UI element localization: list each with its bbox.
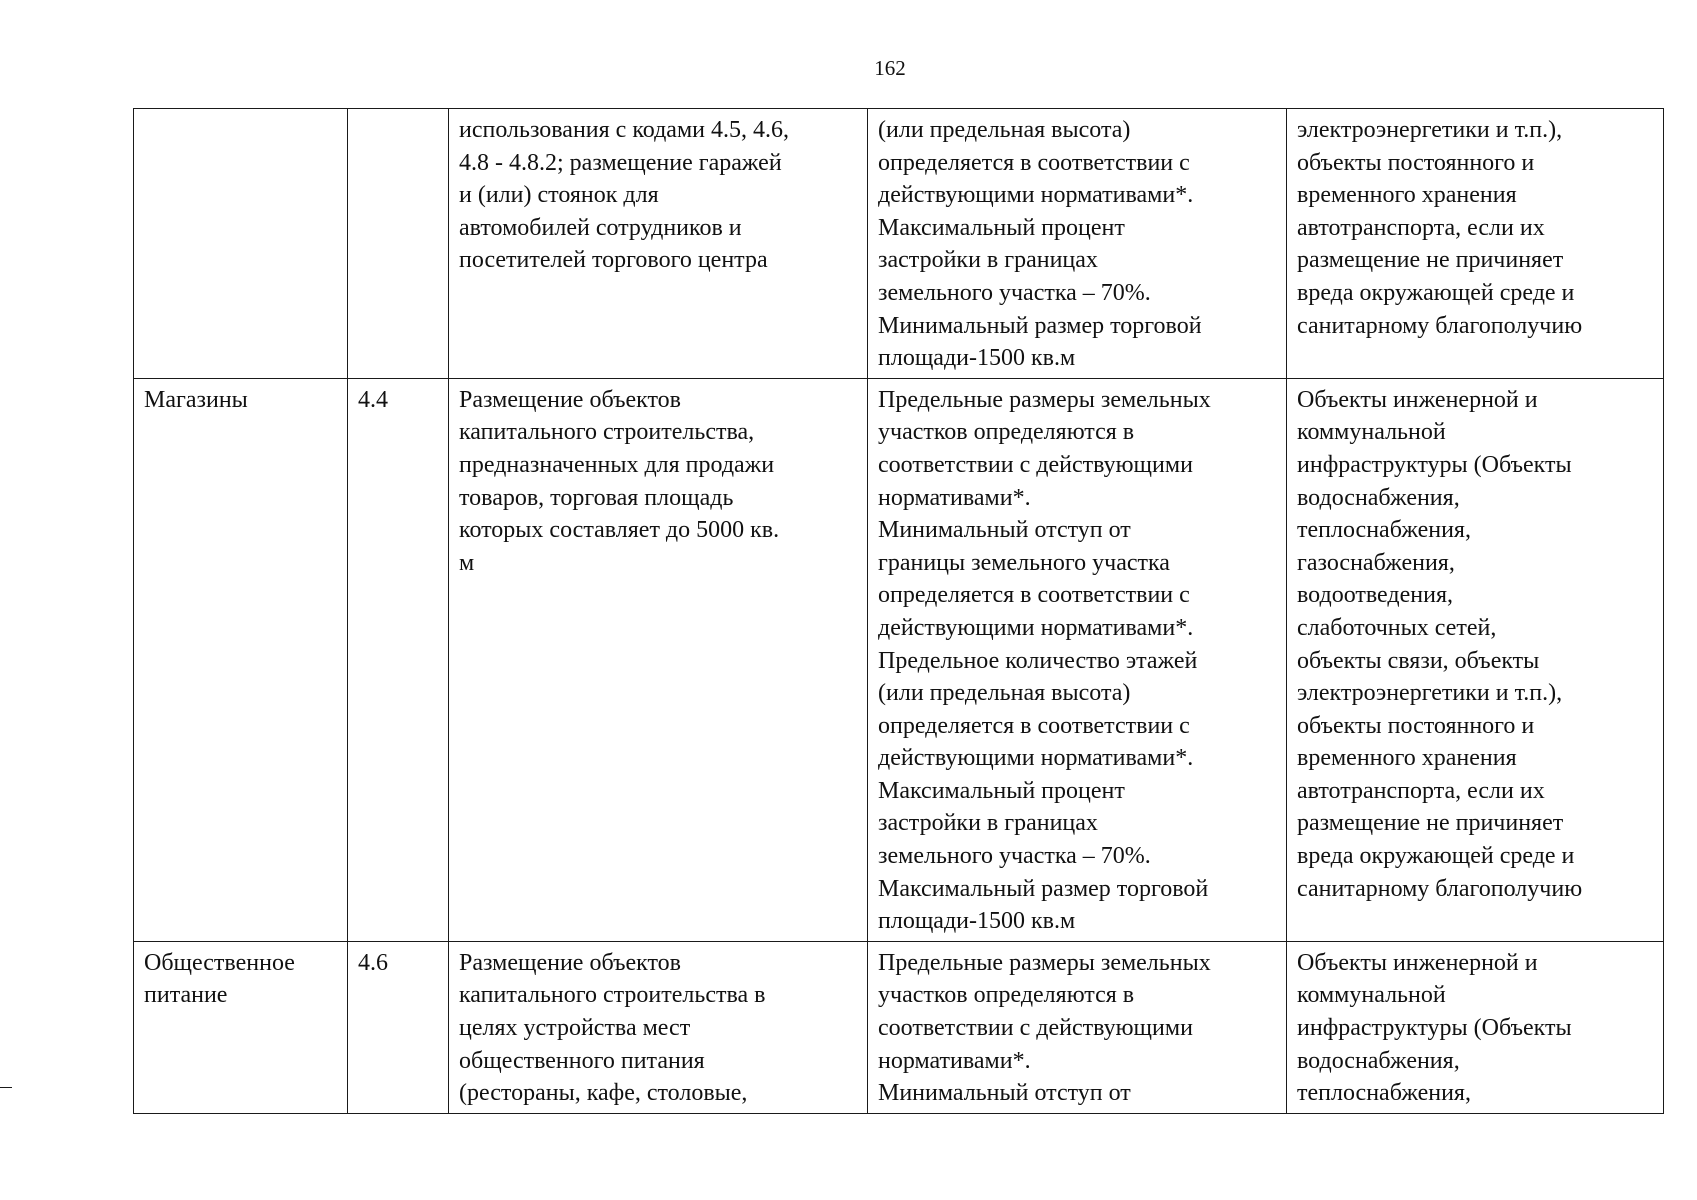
text-line: Максимальный размер торговой (878, 875, 1209, 902)
text-line: предназначенных для продажи (459, 451, 775, 478)
text-line: посетителей торгового центра (459, 247, 768, 274)
text-line: капитального строительства, (459, 419, 755, 446)
text-line: застройки в границах (878, 810, 1098, 837)
text-line: Размещение объектов (459, 386, 681, 413)
text-line: теплоснабжения, (1297, 1080, 1471, 1107)
text-line: товаров, торговая площадь (459, 484, 734, 511)
text-line: автомобилей сотрудников и (459, 214, 742, 241)
margin-mark (0, 1087, 12, 1088)
auxiliary-uses-cell (1287, 941, 1664, 1113)
use-name-cell: Магазины (134, 378, 348, 941)
text-line: временного хранения (1297, 182, 1517, 209)
text-line: водоотведения, (1297, 582, 1453, 609)
text-line: общественного питания (459, 1047, 705, 1074)
auxiliary-uses-cell (1287, 109, 1664, 379)
text-line: Предельные размеры земельных (878, 949, 1211, 976)
text-line: теплоснабжения, (1297, 517, 1471, 544)
text-line: санитарному благополучию (1297, 875, 1583, 902)
text-line: Предельное количество этажей (878, 647, 1198, 674)
text-line: застройки в границах (878, 247, 1098, 274)
text-line: соответствии с действующими (878, 451, 1193, 478)
text-line: инфраструктуры (Объекты (1297, 1015, 1572, 1042)
text-line: капитального строительства в (459, 982, 766, 1009)
text-line: объекты постоянного и (1297, 149, 1535, 176)
table-row (134, 109, 1664, 379)
table-row (134, 941, 1664, 1113)
text-line: определяется в соответствии с (878, 712, 1190, 739)
text-line: и (или) стоянок для (459, 182, 659, 209)
text-line: инфраструктуры (Объекты (1297, 451, 1572, 478)
text-line: объекты постоянного и (1297, 712, 1535, 739)
text-line: слаботочных сетей, (1297, 614, 1497, 641)
table-row (134, 378, 1664, 941)
text-line: автотранспорта, если их (1297, 214, 1545, 241)
text-line: коммунальной (1297, 419, 1446, 446)
text-line: коммунальной (1297, 982, 1446, 1009)
text-line: использования с кодами 4.5, 4.6, (459, 117, 789, 143)
text-line: участков определяются в (878, 982, 1135, 1009)
parameters-cell (868, 378, 1287, 941)
parameters-cell (868, 941, 1287, 1113)
text-line: размещение не причиняет (1297, 247, 1564, 274)
text-line: автотранспорта, если их (1297, 777, 1545, 804)
use-code-cell: 4.4 (348, 378, 449, 941)
text-line: 4.8 - 4.8.2; размещение гаражей (459, 149, 782, 176)
text-line: участков определяются в (878, 419, 1135, 446)
text-line: которых составляет до 5000 кв. (459, 517, 780, 544)
parameters-cell (868, 109, 1287, 379)
text-line: вреда окружающей среде и (1297, 279, 1575, 306)
text-line: действующими нормативами*. (878, 614, 1194, 641)
text-line: определяется в соответствии с (878, 582, 1190, 609)
text-line: Минимальный отступ от (878, 517, 1131, 544)
text-line: Объекты инженерной и (1297, 949, 1538, 976)
land-use-table (133, 108, 1664, 1114)
text-line: нормативами*. (878, 484, 1031, 511)
text-line: (или предельная высота) (878, 117, 1131, 143)
text-line: Предельные размеры земельных (878, 386, 1211, 413)
text-line: электроэнергетики и т.п.), (1297, 680, 1563, 707)
text-line: Объекты инженерной и (1297, 386, 1538, 413)
text-line: определяется в соответствии с (878, 149, 1190, 176)
text-line: действующими нормативами*. (878, 182, 1194, 209)
text-line: Максимальный процент (878, 214, 1125, 241)
text-line: действующими нормативами*. (878, 745, 1194, 772)
text-line: Размещение объектов (459, 949, 681, 976)
text-line: (рестораны, кафе, столовые, (459, 1080, 748, 1107)
text-line: водоснабжения, (1297, 1047, 1460, 1074)
text-line: площади-1500 кв.м (878, 345, 1076, 372)
text-line: Минимальный отступ от (878, 1080, 1131, 1107)
text-line: земельного участка – 70%. (878, 843, 1151, 870)
text-line: водоснабжения, (1297, 484, 1460, 511)
text-line: Максимальный процент (878, 777, 1125, 804)
description-cell (449, 941, 868, 1113)
text-line: целях устройства мест (459, 1015, 691, 1042)
text-line: м (459, 549, 475, 576)
text-line: санитарному благополучию (1297, 312, 1583, 339)
text-line: объекты связи, объекты (1297, 647, 1540, 674)
text-line: временного хранения (1297, 745, 1517, 772)
text-line: Минимальный размер торговой (878, 312, 1202, 339)
text-line: границы земельного участка (878, 549, 1170, 576)
text-line: нормативами*. (878, 1047, 1031, 1074)
description-cell (449, 109, 868, 379)
auxiliary-uses-cell (1287, 378, 1664, 941)
use-name-cell (134, 109, 348, 379)
page-number: 162 (874, 56, 906, 80)
text-line: соответствии с действующими (878, 1015, 1193, 1042)
use-code-cell (348, 109, 449, 379)
text-line: площади-1500 кв.м (878, 908, 1076, 935)
text-line: размещение не причиняет (1297, 810, 1564, 837)
use-name-cell: Общественное питание (134, 941, 348, 1113)
use-code-cell: 4.6 (348, 941, 449, 1113)
text-line: (или предельная высота) (878, 680, 1131, 707)
text-line: вреда окружающей среде и (1297, 843, 1575, 870)
text-line: газоснабжения, (1297, 549, 1455, 576)
description-cell (449, 378, 868, 941)
text-line: электроэнергетики и т.п.), (1297, 117, 1563, 143)
text-line: земельного участка – 70%. (878, 279, 1151, 306)
